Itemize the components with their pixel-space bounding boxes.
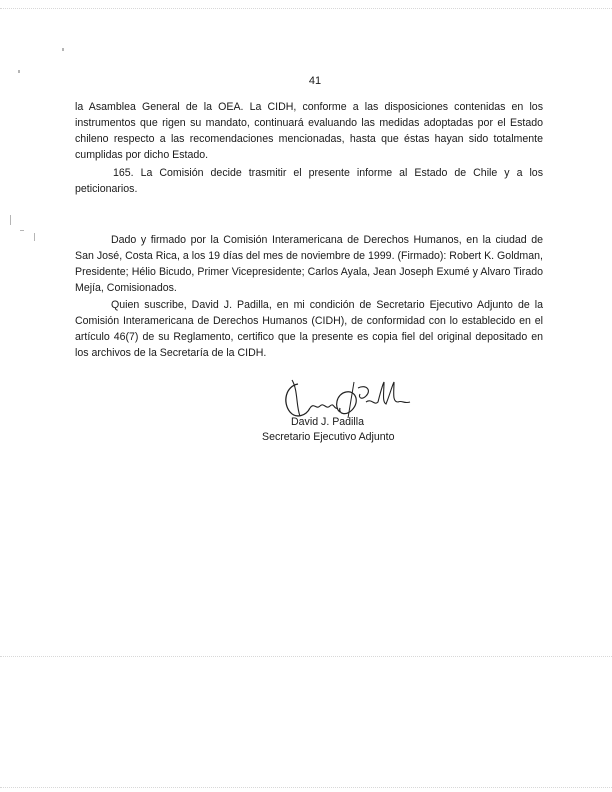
- scan-artifact-line-bottom: [0, 656, 612, 657]
- signatory-name: David J. Padilla: [291, 416, 365, 428]
- scan-speck: [62, 48, 64, 51]
- scan-speck: [18, 70, 20, 73]
- scan-speck: [10, 215, 11, 225]
- scan-artifact-line-edge: [0, 787, 612, 788]
- page-number: 41: [308, 75, 322, 87]
- scan-speck: [34, 233, 35, 241]
- paragraph-165-transmit: 165. La Comisión decide trasmitir el presente informe al Estado de Chile y a los peticionarios.: [75, 167, 543, 195]
- paragraph-oea-evaluation: la Asamblea General de la OEA. La CIDH, conforme a las disposiciones contenidas en los instrumentos que rigen su mandato, continuará evaluando las medidas adoptadas por el Estado chileno respecto a las recomendaciones mencionadas, hasta que éstas hayan sido totalmente cumplidas por dicho Estado.: [75, 101, 543, 161]
- paragraph-certification: Quien suscribe, David J. Padilla, en mi condición de Secretario Ejecutivo Adjunto de la Comisión Interamericana de Derechos Humanos (CIDH), de conformidad con lo establecido en el artículo 46(7) de su Reglamento, certifico que la presente es copia fiel del original depositado en los archivos de la Secretaría de la CIDH.: [75, 299, 543, 359]
- scan-artifact-line-top: [0, 8, 612, 9]
- signatory-title: Secretario Ejecutivo Adjunto: [262, 431, 395, 443]
- paragraph-signed-dated: Dado y firmado por la Comisión Interamericana de Derechos Humanos, en la ciudad de San José, Costa Rica, a los 19 días del mes de noviembre de 1999. (Firmado): Robert K. Goldman, Presidente; Hélio Bicudo, Primer Vicepresidente; Carlos Ayala, Jean Joseph Exumé y Alvaro Tirado Mejía, Comisionados.: [75, 234, 543, 294]
- scan-speck: [20, 230, 24, 231]
